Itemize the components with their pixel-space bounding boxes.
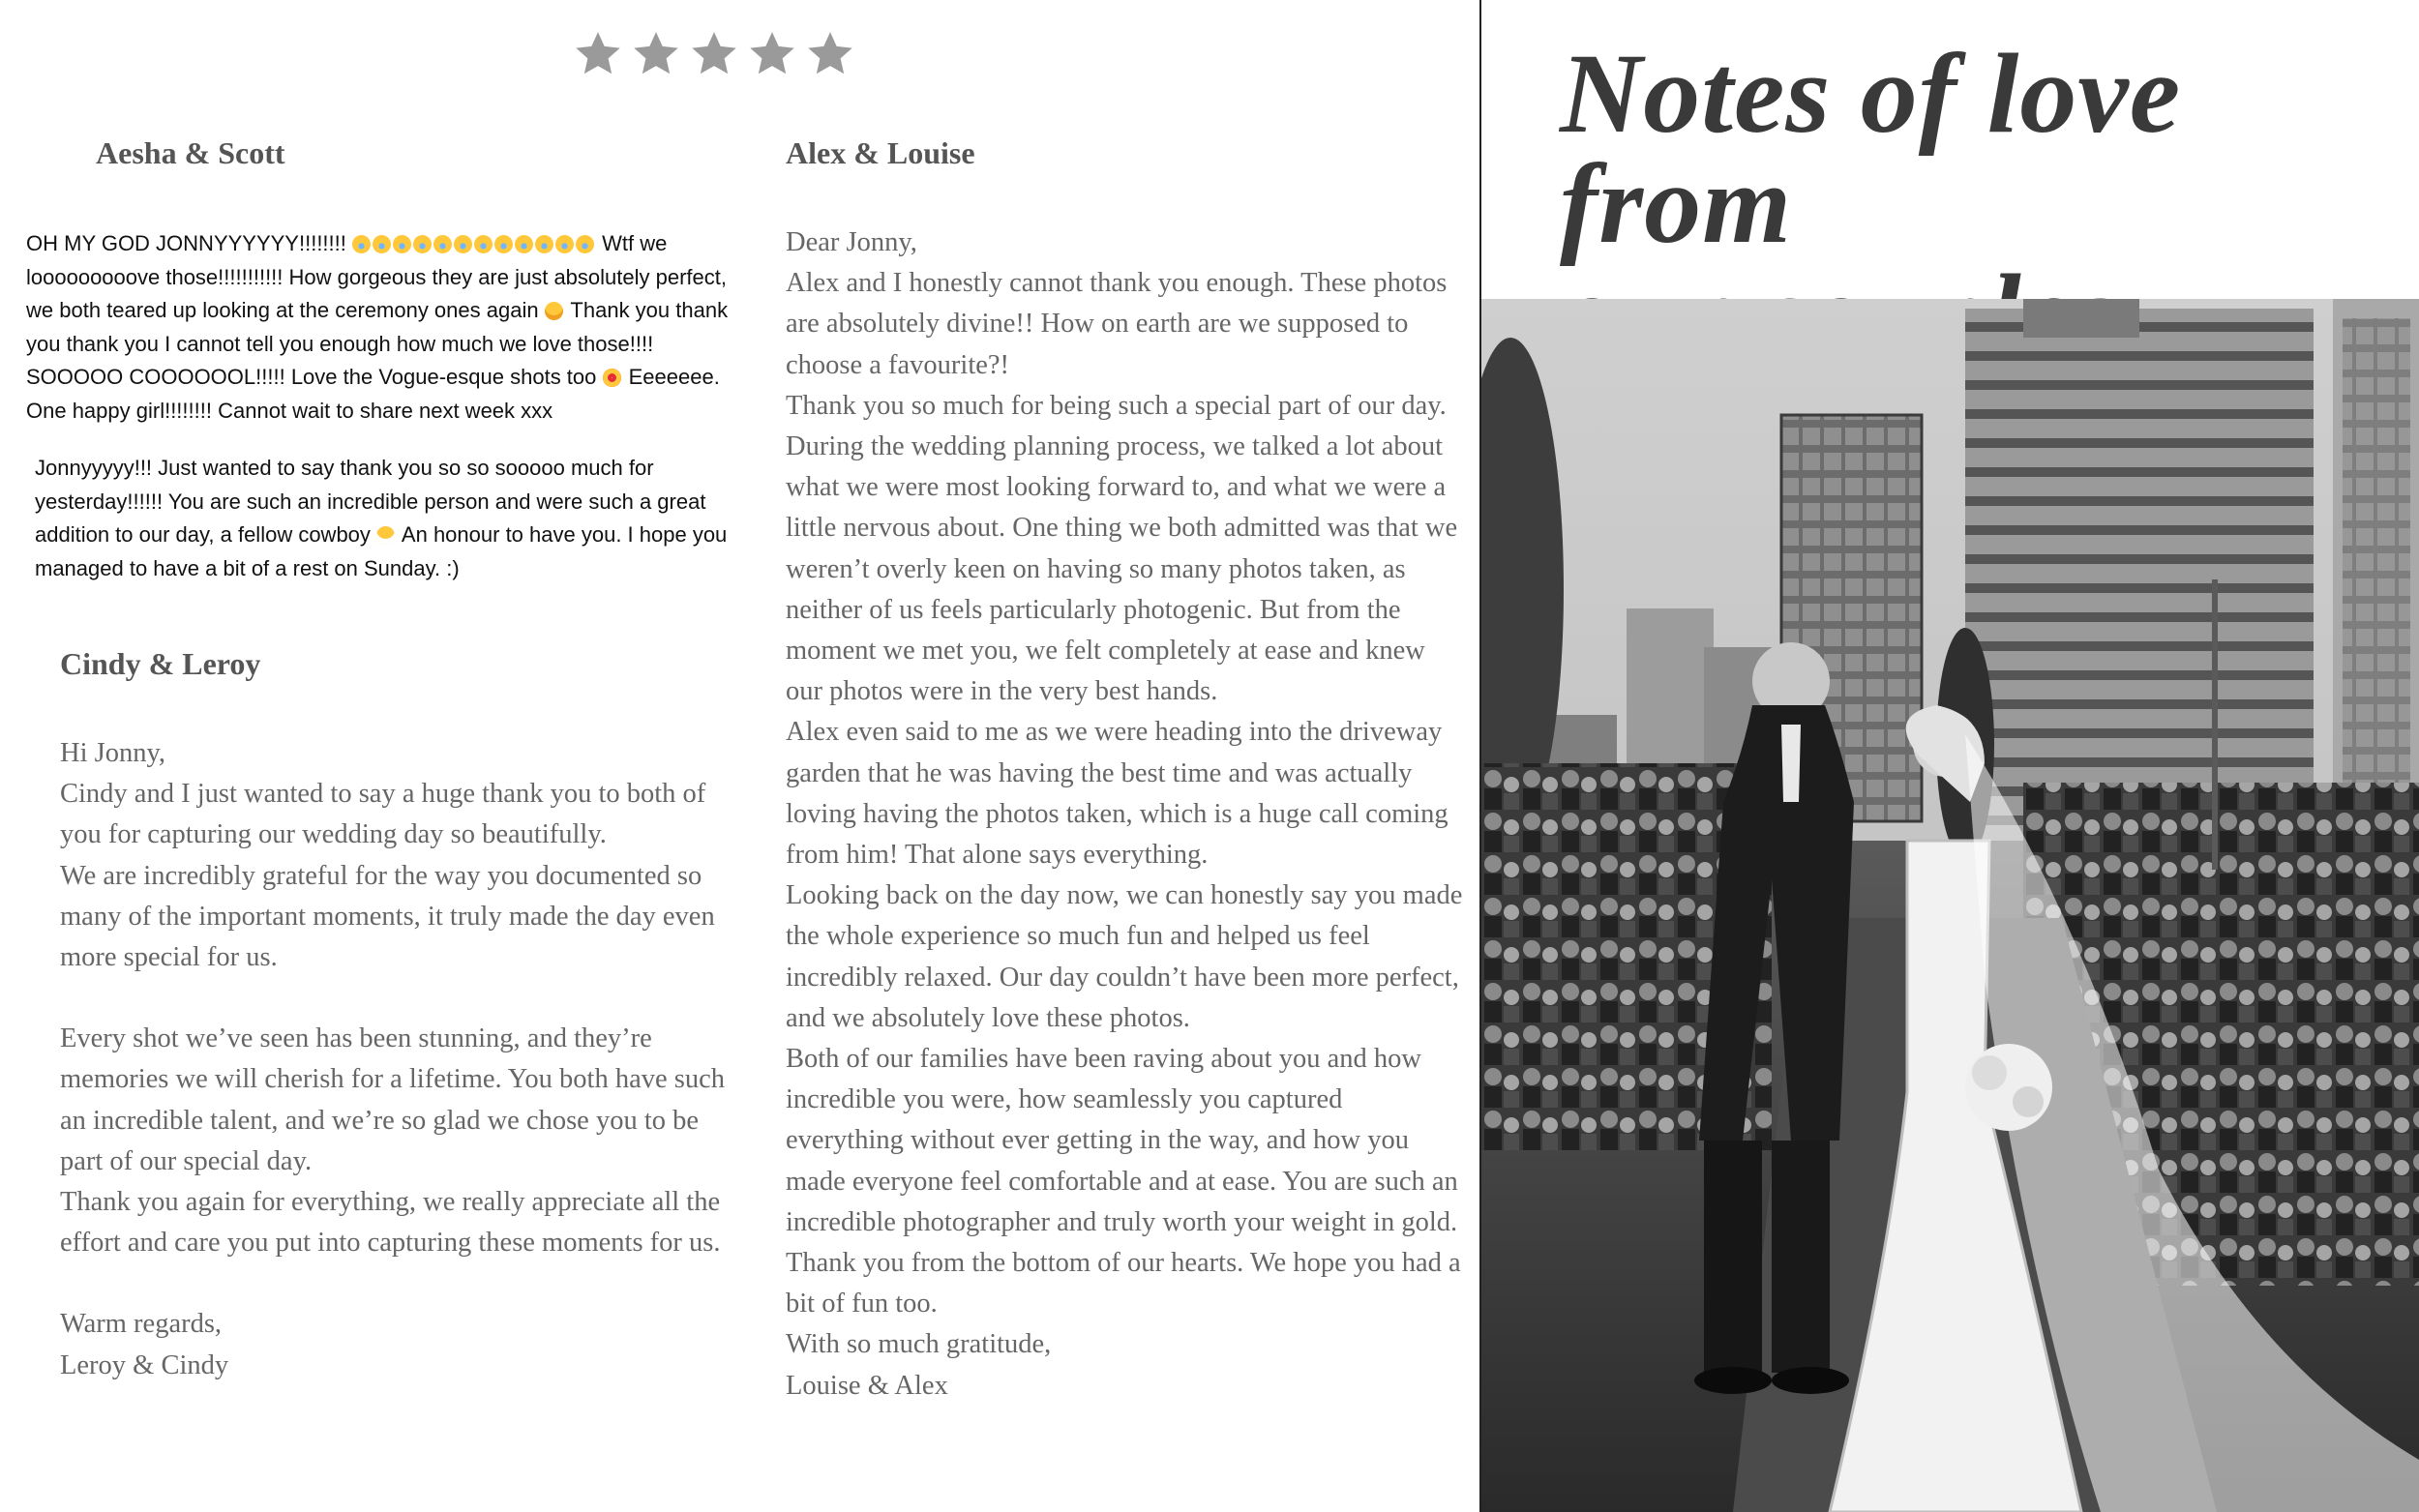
heart-eyes-emoji-icon [603,369,621,387]
letter-paragraph: Thank you from the bottom of our hearts. We hope you had a bit of fun too. [786,1248,1461,1319]
couple-name-cindy-leroy: Cindy & Leroy [60,646,261,681]
letter-paragraph: We are incredibly grateful for the way you documented so many of the important moments, it truly made the day even more special for us. [60,860,715,973]
rating-star-3-icon [690,29,738,77]
couple-name-aesha-scott: Aesha & Scott [96,135,285,170]
letter-paragraph: Alex and I honestly cannot thank you enough. These photos are absolutely divine!! How on earth are we supposed to choose a favourite?! [786,268,1448,380]
letter-paragraph: Hi Jonny, [60,738,165,768]
rating-star-4-icon [748,29,796,77]
letter-paragraph: Warm regards, [60,1309,223,1340]
letter-paragraph: Thank you so much for being such a special part of our day. During the wedding planning process, we talked a lot about what we were most looking forward to, and what we were a little nervous about. One thing we both admitted was that we weren’t overly keen on having so many photos taken, as neither of us feels particularly photogenic. But from the moment we met you, we felt completely at ease and knew our photos were in the very best hands. [786,390,1458,707]
heading-line-1: Notes of love from [1560,30,2182,267]
pleading-face-emoji-icon [545,302,563,320]
letter-paragraph: Looking back on the day now, we can honestly say you made the whole experience so much fun and helped us feel incredibly relaxed. Our day couldn’t have been more perfect, and we absolutely love these photos. [786,880,1463,1033]
letter-paragraph: Louise & Alex [786,1370,948,1401]
aesha-message-2 [35,452,751,585]
letter-paragraph: Both of our families have been raving about you and how incredible you were, how seamlessly you captured everything without ever getting in the way, and how you made everyone feel comfortable and at ease. You are such an incredible photographer and truly worth your weight in gold. [786,1044,1458,1237]
rating-star-2-icon [632,29,680,77]
message-text: Eeeeeee. One happy girl!!!!!!!! Cannot wait to share next week xxx [26,365,720,423]
message-text: Jonnyyyyy!!! Just wanted to say thank you so so sooooo much for yesterday!!!!!! You are such an incredible person and were such a great addition to our day, a fellow cowboy [35,456,706,547]
crying-emoji-row-icon [352,231,596,255]
letter-paragraph: Dear Jonny, [786,227,917,257]
rating-star-1-icon [574,29,622,77]
message-text: Thank you thank you thank you I cannot tell you enough how much we love those!!!! SOOOOO COOOOOOL!!!!! Love the Vogue-esque shots too [26,298,729,389]
rating-star-5-icon [806,29,854,77]
letter-paragraph: Leroy & Cindy [60,1349,229,1380]
letter-paragraph: Thank you again for everything, we really appreciate all the effort and care you put into capturing these moments for us. [60,1187,721,1259]
letter-paragraph: Cindy and I just wanted to say a huge thank you to both of you for capturing our wedding day so beautifully. [60,779,706,850]
message-text: An honour to have you. I hope you managed to have a bit of a rest on Sunday. :) [35,522,728,580]
letter-paragraph: Alex even said to me as we were heading into the driveway garden that he was having the best time and was actually loving having the photos taken, which is a huge call coming from him! That alone says everything. [786,717,1448,871]
laughing-emoji-icon [376,526,395,545]
message-text: OH MY GOD JONNYYYYYY!!!!!!!! [26,231,352,255]
aesha-message-1 [26,227,752,428]
cindy-letter [60,733,737,1386]
message-text: Wtf we looooooooove those!!!!!!!!!!! How gorgeous they are just absolutely perfect, we both teared up looking at the ceremony ones again [26,231,727,322]
alex-letter [786,222,1463,1407]
letter-paragraph: With so much gratitude, [786,1329,1052,1360]
wedding-ceremony-photo [1481,299,2419,1512]
couple-name-alex-louise: Alex & Louise [786,135,975,170]
letter-paragraph: Every shot we’ve seen has been stunning, and they’re memories we will cherish for a lifetime. You both have such an incredible talent, and we’re so glad we chose you to be part of our special day. [60,1023,726,1176]
